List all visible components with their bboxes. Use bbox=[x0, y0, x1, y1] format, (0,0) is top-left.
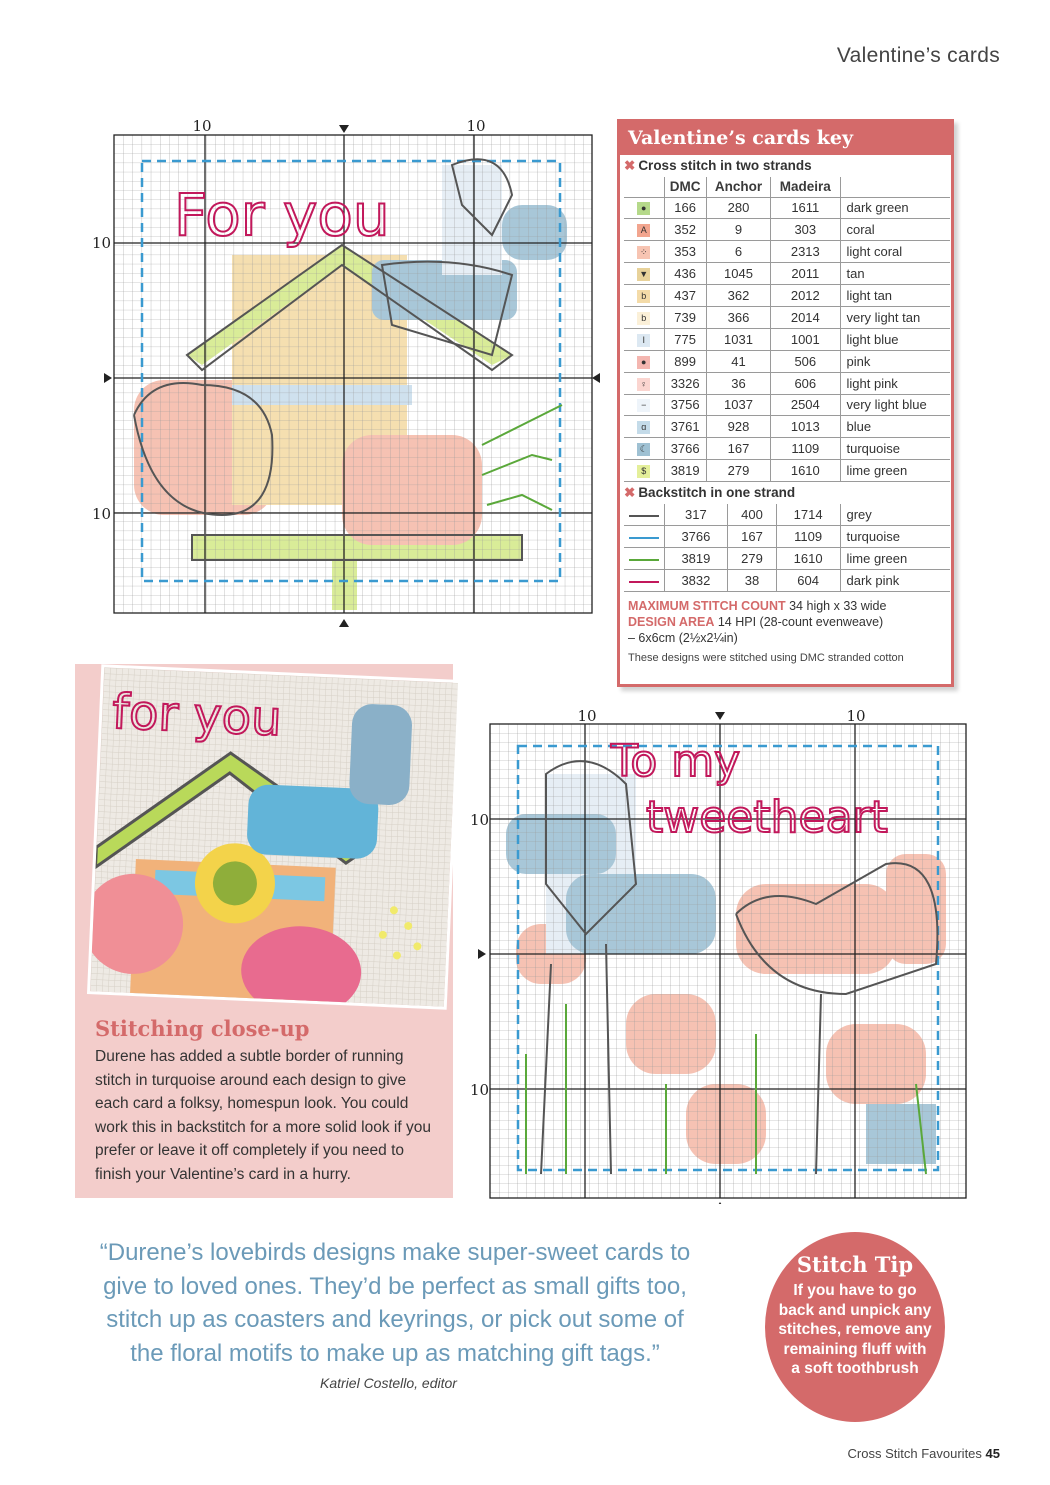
dmc-code: 899 bbox=[664, 350, 706, 372]
dmc-code: 436 bbox=[664, 263, 706, 285]
svg-text:For you: For you bbox=[174, 181, 390, 249]
svg-text:10: 10 bbox=[470, 1081, 490, 1099]
backstitch-line-icon bbox=[629, 515, 659, 517]
key-row bbox=[624, 306, 950, 328]
dmc-code: 3766 bbox=[664, 526, 728, 548]
dmc-code: 352 bbox=[664, 219, 706, 241]
dmc-code: 3819 bbox=[664, 548, 728, 570]
backstitch-row bbox=[624, 548, 950, 570]
stitch-symbol-icon: ɑ bbox=[637, 421, 650, 434]
color-name: turquoise bbox=[840, 526, 950, 548]
cross-stitch-chart-lovebirds bbox=[466, 704, 971, 1204]
stitch-symbol-icon: − bbox=[637, 399, 650, 412]
dmc-code: 317 bbox=[664, 504, 728, 526]
madeira-code: 1611 bbox=[771, 197, 840, 219]
anchor-code: 279 bbox=[728, 548, 776, 570]
color-name: light blue bbox=[840, 328, 950, 350]
anchor-code: 6 bbox=[706, 241, 770, 263]
svg-text:10: 10 bbox=[466, 117, 486, 135]
color-name: very light blue bbox=[840, 394, 950, 416]
key-row bbox=[624, 350, 950, 372]
color-name: pink bbox=[840, 350, 950, 372]
backstitch-line-icon bbox=[629, 559, 659, 561]
stitch-tip-badge bbox=[765, 1232, 945, 1422]
color-name: blue bbox=[840, 416, 950, 438]
svg-text:for you: for you bbox=[111, 683, 283, 748]
closeup-body: Durene has added a subtle border of running stitch in turquoise around each design to give each card a folksy, homespun look. You could work this in backstitch for a more solid look if you prefer or leave it off completely if you need to finish your Valentine’s card in a hurry. bbox=[95, 1048, 431, 1183]
color-name: grey bbox=[840, 504, 950, 526]
backstitch-line-icon bbox=[629, 581, 659, 583]
stitch-symbol-icon: ● bbox=[637, 356, 650, 369]
anchor-code: 1031 bbox=[706, 328, 770, 350]
color-name: lime green bbox=[840, 460, 950, 482]
closeup-photo bbox=[87, 664, 461, 1009]
stitch-symbol-icon: ⁘ bbox=[637, 246, 650, 259]
key-note: These designs were stitched using DMC stranded cotton bbox=[628, 652, 904, 665]
anchor-code: 36 bbox=[706, 372, 770, 394]
madeira-code: 1109 bbox=[771, 438, 840, 460]
svg-text:To my: To my bbox=[611, 736, 741, 787]
anchor-code: 928 bbox=[706, 416, 770, 438]
svg-text:10: 10 bbox=[192, 117, 212, 135]
madeira-code: 2014 bbox=[771, 306, 840, 328]
stitch-symbol-icon: $ bbox=[637, 465, 650, 478]
stitch-symbol-icon: b bbox=[637, 290, 650, 303]
column-header: Madeira bbox=[771, 177, 840, 197]
section-title: Valentine’s cards bbox=[836, 44, 1000, 67]
key-row bbox=[624, 438, 950, 460]
backstitch-row bbox=[624, 570, 950, 592]
madeira-code: 2012 bbox=[771, 285, 840, 307]
dmc-code: 3761 bbox=[664, 416, 706, 438]
anchor-code: 167 bbox=[706, 438, 770, 460]
dmc-code: 353 bbox=[664, 241, 706, 263]
anchor-code: 362 bbox=[706, 285, 770, 307]
madeira-code: 2313 bbox=[771, 241, 840, 263]
madeira-code: 1013 bbox=[771, 416, 840, 438]
backstitch-line-icon bbox=[629, 537, 659, 539]
color-name: dark pink bbox=[840, 570, 950, 592]
dmc-code: 3832 bbox=[664, 570, 728, 592]
color-name: coral bbox=[840, 219, 950, 241]
madeira-code: 303 bbox=[771, 219, 840, 241]
thread-key-table bbox=[624, 177, 950, 482]
madeira-code: 506 bbox=[771, 350, 840, 372]
quote-author: Katriel Costello, editor bbox=[320, 1375, 457, 1391]
svg-text:10: 10 bbox=[92, 505, 112, 523]
svg-text:10: 10 bbox=[470, 811, 490, 829]
cross-mark-icon: ✖ bbox=[624, 485, 636, 501]
madeira-code: 2504 bbox=[771, 394, 840, 416]
color-name: tan bbox=[840, 263, 950, 285]
key-row bbox=[624, 263, 950, 285]
anchor-code: 167 bbox=[728, 526, 776, 548]
backstitch-row bbox=[624, 526, 950, 548]
key-row bbox=[624, 372, 950, 394]
madeira-code: 2011 bbox=[771, 263, 840, 285]
anchor-code: 38 bbox=[728, 570, 776, 592]
cross-stitch-chart-birdhouse bbox=[92, 115, 612, 635]
column-header: Anchor bbox=[706, 177, 770, 197]
key-row bbox=[624, 328, 950, 350]
stitch-symbol-icon: ☾ bbox=[637, 443, 650, 456]
key-row bbox=[624, 460, 950, 482]
color-name: lime green bbox=[840, 548, 950, 570]
anchor-code: 1037 bbox=[706, 394, 770, 416]
key-row bbox=[624, 219, 950, 241]
stitch-symbol-icon: ♀ bbox=[637, 378, 650, 391]
madeira-code: 1001 bbox=[771, 328, 840, 350]
color-name: dark green bbox=[840, 197, 950, 219]
madeira-code: 1714 bbox=[776, 504, 840, 526]
dmc-code: 3766 bbox=[664, 438, 706, 460]
anchor-code: 41 bbox=[706, 350, 770, 372]
color-name: very light tan bbox=[840, 306, 950, 328]
backstitch-row bbox=[624, 504, 950, 526]
stitch-count: MAXIMUM STITCH COUNT 34 high x 33 wide DESIGN AREA 14 HPI (28-count evenweave) – 6x6cm (2½x2¼in) bbox=[628, 599, 887, 646]
dmc-code: 739 bbox=[664, 306, 706, 328]
key-row bbox=[624, 416, 950, 438]
stitch-tip-title: Stitch Tip bbox=[796, 1252, 914, 1277]
backstitch-heading: ✖ Backstitch in one strand bbox=[624, 485, 796, 501]
anchor-code: 9 bbox=[706, 219, 770, 241]
key-row bbox=[624, 285, 950, 307]
key-row bbox=[624, 241, 950, 263]
editor-quote: “Durene’s lovebirds designs make super-sweet cards to give to loved ones. They’d be perfect as small gifts too, stitch up as coasters and keyrings, or pick out some of the floral motifs to make up as matching gift tags.” bbox=[99, 1239, 691, 1367]
cross-mark-icon: ✖ bbox=[624, 158, 636, 173]
svg-text:tweetheart: tweetheart bbox=[646, 792, 888, 843]
stitch-symbol-icon: b bbox=[637, 312, 650, 325]
madeira-code: 1109 bbox=[776, 526, 840, 548]
stitch-symbol-icon: ● bbox=[637, 202, 650, 215]
stitch-tip-body: If you have to go back and unpick any stitches, remove any remaining fluff with a soft toothbrush bbox=[778, 1282, 932, 1377]
color-name: light tan bbox=[840, 285, 950, 307]
anchor-code: 1045 bbox=[706, 263, 770, 285]
anchor-code: 280 bbox=[706, 197, 770, 219]
madeira-code: 604 bbox=[776, 570, 840, 592]
madeira-code: 1610 bbox=[776, 548, 840, 570]
anchor-code: 366 bbox=[706, 306, 770, 328]
closeup-title: Stitching close-up bbox=[95, 1016, 310, 1041]
key-row bbox=[624, 197, 950, 219]
dmc-code: 437 bbox=[664, 285, 706, 307]
color-name: light coral bbox=[840, 241, 950, 263]
stitch-symbol-icon: ▼ bbox=[637, 268, 650, 281]
svg-text:10: 10 bbox=[92, 234, 112, 252]
stitch-symbol-icon: A bbox=[637, 224, 650, 237]
dmc-code: 166 bbox=[664, 197, 706, 219]
color-name: turquoise bbox=[840, 438, 950, 460]
key-title: Valentine’s cards key bbox=[620, 122, 951, 155]
svg-text:10: 10 bbox=[577, 707, 597, 725]
key-row bbox=[624, 394, 950, 416]
madeira-code: 1610 bbox=[771, 460, 840, 482]
anchor-code: 400 bbox=[728, 504, 776, 526]
anchor-code: 279 bbox=[706, 460, 770, 482]
cross-stitch-heading: ✖ Cross stitch in two strands bbox=[624, 158, 812, 173]
backstitch-key-table bbox=[624, 504, 950, 592]
column-header: DMC bbox=[664, 177, 706, 197]
dmc-code: 3326 bbox=[664, 372, 706, 394]
valentines-cards-key bbox=[617, 119, 954, 687]
dmc-code: 3756 bbox=[664, 394, 706, 416]
madeira-code: 606 bbox=[771, 372, 840, 394]
stitch-symbol-icon: I bbox=[637, 334, 650, 347]
page-footer: Cross Stitch Favourites 45 bbox=[847, 1446, 1000, 1461]
svg-text:10: 10 bbox=[846, 707, 866, 725]
dmc-code: 775 bbox=[664, 328, 706, 350]
dmc-code: 3819 bbox=[664, 460, 706, 482]
color-name: light pink bbox=[840, 372, 950, 394]
